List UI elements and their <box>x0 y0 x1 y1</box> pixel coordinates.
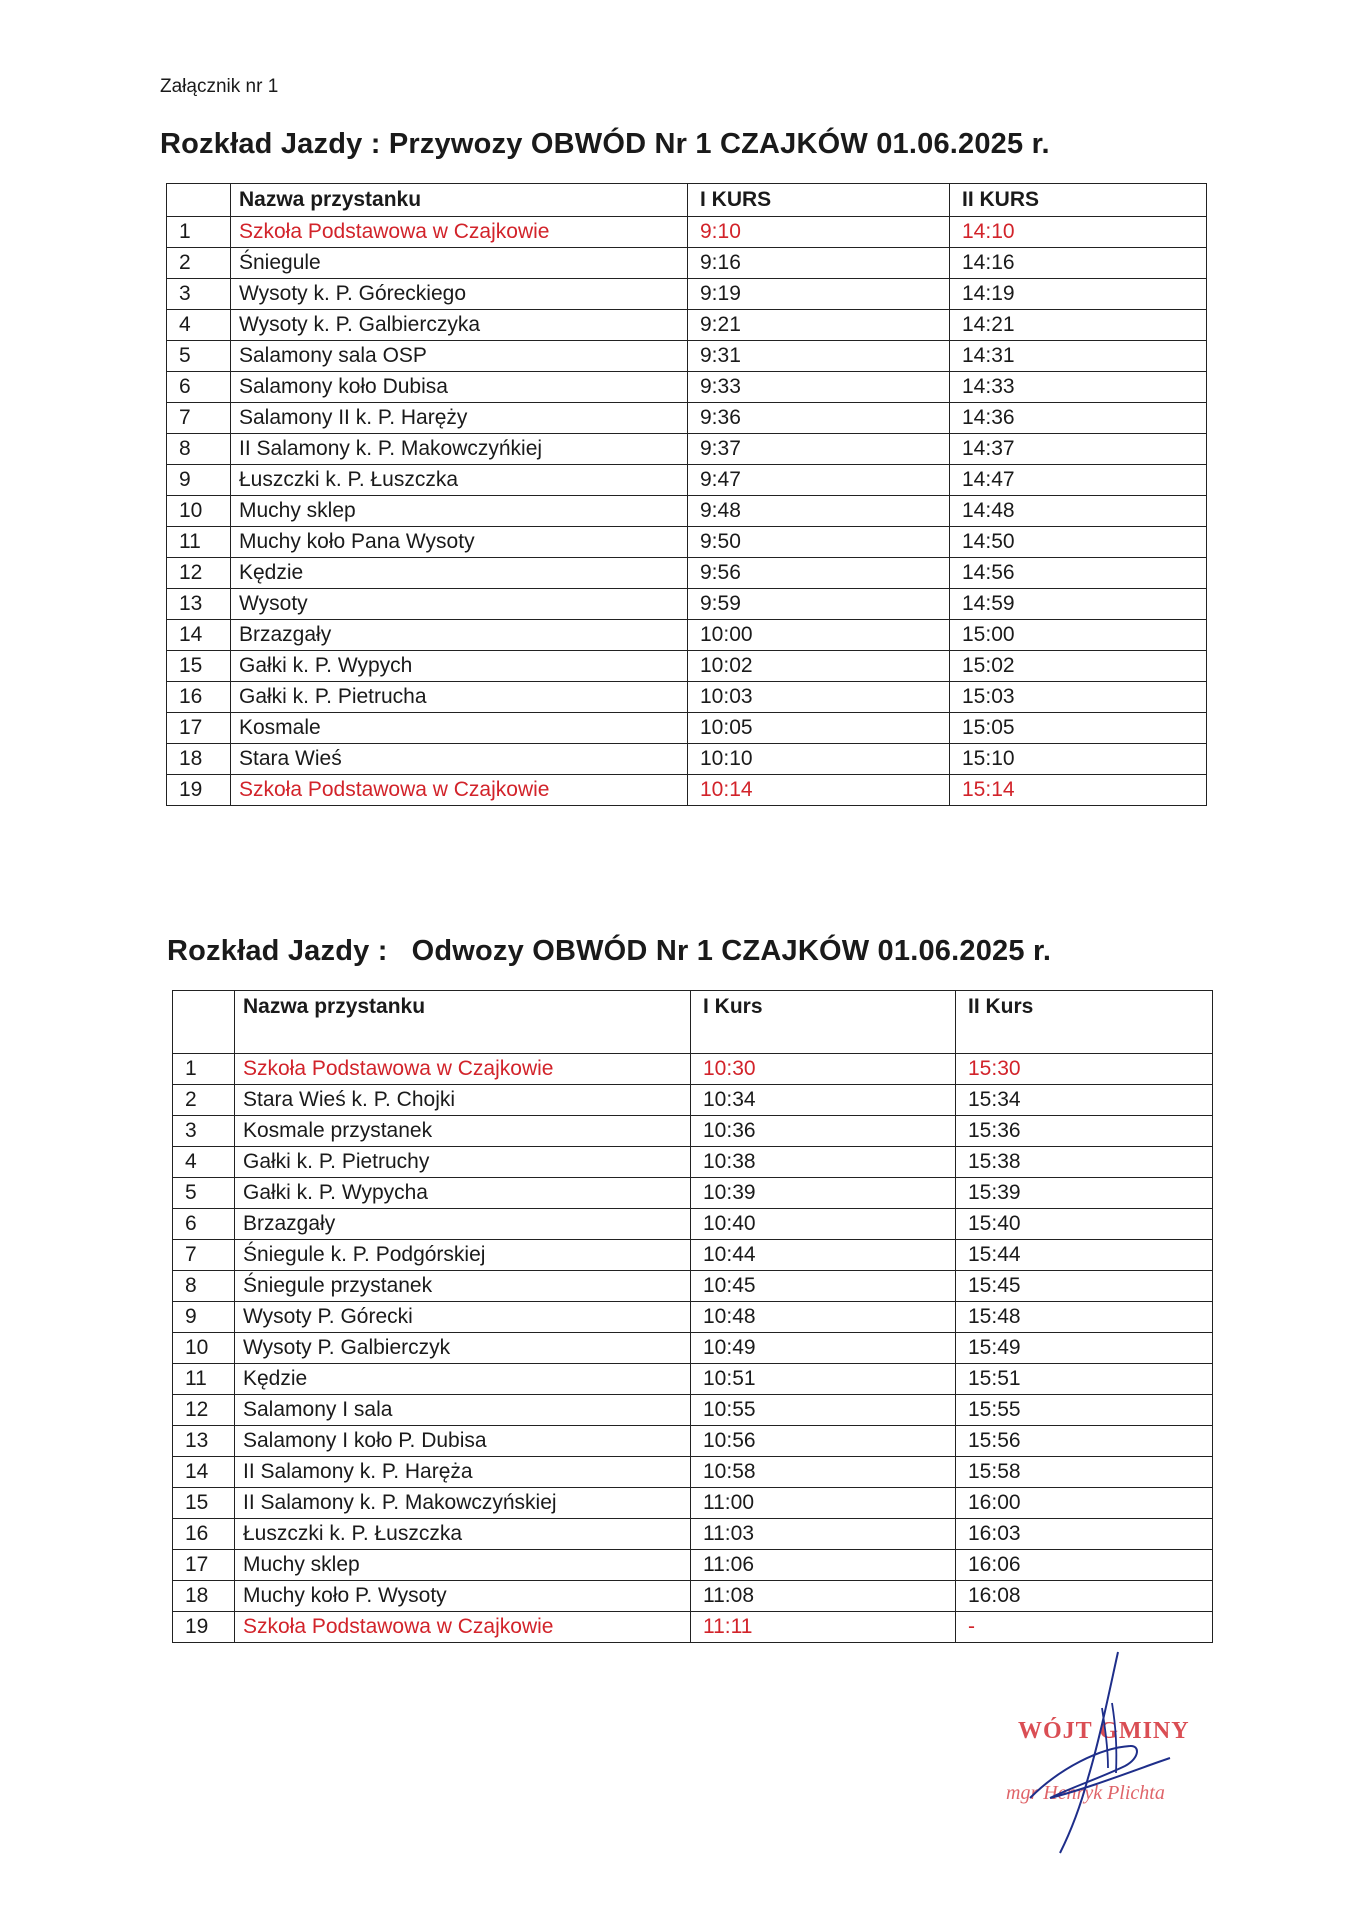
course-2-time: 15:45 <box>956 1271 1213 1302</box>
table-row <box>173 1333 1213 1364</box>
course-2-time: 16:00 <box>956 1488 1213 1519</box>
table-row <box>173 1581 1213 1612</box>
table-row <box>173 1519 1213 1550</box>
stop-name: Wysoty P. Galbierczyk <box>235 1333 691 1364</box>
course-1-time: 9:47 <box>688 465 950 496</box>
course-1-time: 11:06 <box>691 1550 956 1581</box>
table-row <box>167 682 1207 713</box>
course-1-time: 9:50 <box>688 527 950 558</box>
row-number: 3 <box>167 279 231 310</box>
row-number: 18 <box>167 744 231 775</box>
table-row <box>167 496 1207 527</box>
stop-name: Kosmale <box>231 713 688 744</box>
course-1-time: 10:30 <box>691 1054 956 1085</box>
course-2-time: - <box>956 1612 1213 1643</box>
timetable-odwozy <box>172 990 1213 1643</box>
schedule-title-odwozy <box>167 935 1051 968</box>
table-row <box>173 1550 1213 1581</box>
row-number: 7 <box>167 403 231 434</box>
course-2-time: 15:03 <box>950 682 1207 713</box>
stop-name: Muchy sklep <box>235 1550 691 1581</box>
course-1-time: 10:45 <box>691 1271 956 1302</box>
course-1-time: 10:10 <box>688 744 950 775</box>
stop-name: Szkoła Podstawowa w Czajkowie <box>231 775 688 806</box>
stop-name: Wysoty P. Górecki <box>235 1302 691 1333</box>
row-number: 6 <box>167 372 231 403</box>
course-2-time: 14:37 <box>950 434 1207 465</box>
header-course-2: II Kurs <box>956 991 1213 1054</box>
header-course-1: I KURS <box>688 184 950 217</box>
header-number <box>173 991 235 1054</box>
row-number: 10 <box>167 496 231 527</box>
table-row <box>173 1302 1213 1333</box>
course-2-time: 15:48 <box>956 1302 1213 1333</box>
course-1-time: 9:59 <box>688 589 950 620</box>
course-1-time: 10:05 <box>688 713 950 744</box>
stop-name: Śniegule k. P. Podgórskiej <box>235 1240 691 1271</box>
course-1-time: 10:56 <box>691 1426 956 1457</box>
table-row <box>167 713 1207 744</box>
course-1-time: 11:00 <box>691 1488 956 1519</box>
row-number: 17 <box>173 1550 235 1581</box>
stop-name: Szkoła Podstawowa w Czajkowie <box>235 1612 691 1643</box>
course-1-time: 10:48 <box>691 1302 956 1333</box>
row-number: 9 <box>167 465 231 496</box>
table-row <box>173 1426 1213 1457</box>
course-2-time: 15:58 <box>956 1457 1213 1488</box>
stop-name: Szkoła Podstawowa w Czajkowie <box>235 1054 691 1085</box>
course-1-time: 9:33 <box>688 372 950 403</box>
course-1-time: 10:44 <box>691 1240 956 1271</box>
stop-name: Salamony koło Dubisa <box>231 372 688 403</box>
course-1-time: 10:40 <box>691 1209 956 1240</box>
timetable-przywozy <box>166 183 1207 806</box>
stop-name: Brzazgały <box>235 1209 691 1240</box>
table-row <box>167 558 1207 589</box>
row-number: 2 <box>173 1085 235 1116</box>
stop-name: Salamony sala OSP <box>231 341 688 372</box>
table-row <box>167 620 1207 651</box>
table-row <box>173 1612 1213 1643</box>
row-number: 4 <box>167 310 231 341</box>
header-stop-name: Nazwa przystanku <box>231 184 688 217</box>
row-number: 11 <box>173 1364 235 1395</box>
row-number: 16 <box>167 682 231 713</box>
table-row <box>167 310 1207 341</box>
table-row <box>167 434 1207 465</box>
course-1-time: 11:03 <box>691 1519 956 1550</box>
course-1-time: 10:39 <box>691 1178 956 1209</box>
course-2-time: 15:39 <box>956 1178 1213 1209</box>
stop-name: II Salamony k. P. Haręża <box>235 1457 691 1488</box>
table-row <box>173 1147 1213 1178</box>
stop-name: Gałki k. P. Wypych <box>231 651 688 682</box>
stop-name: Łuszczki k. P. Łuszczka <box>231 465 688 496</box>
row-number: 14 <box>173 1457 235 1488</box>
course-1-time: 10:02 <box>688 651 950 682</box>
course-1-time: 10:58 <box>691 1457 956 1488</box>
stop-name: Gałki k. P. Pietruchy <box>235 1147 691 1178</box>
header-course-1: I Kurs <box>691 991 956 1054</box>
stop-name: Salamony II k. P. Harężу <box>231 403 688 434</box>
header-course-2: II KURS <box>950 184 1207 217</box>
table-row <box>167 341 1207 372</box>
course-1-time: 10:14 <box>688 775 950 806</box>
row-number: 18 <box>173 1581 235 1612</box>
stop-name: Gałki k. P. Pietrucha <box>231 682 688 713</box>
stop-name: Łuszczki k. P. Łuszczka <box>235 1519 691 1550</box>
row-number: 7 <box>173 1240 235 1271</box>
table-row <box>167 372 1207 403</box>
course-2-time: 15:00 <box>950 620 1207 651</box>
row-number: 1 <box>167 217 231 248</box>
table-row <box>173 1364 1213 1395</box>
row-number: 10 <box>173 1333 235 1364</box>
table-row <box>173 1209 1213 1240</box>
stop-name: Salamony I sala <box>235 1395 691 1426</box>
table-row <box>167 279 1207 310</box>
row-number: 2 <box>167 248 231 279</box>
row-number: 4 <box>173 1147 235 1178</box>
table-row <box>173 1488 1213 1519</box>
course-2-time: 14:48 <box>950 496 1207 527</box>
course-2-time: 14:21 <box>950 310 1207 341</box>
table-header-row <box>173 991 1213 1054</box>
row-number: 13 <box>167 589 231 620</box>
course-1-time: 10:38 <box>691 1147 956 1178</box>
stop-name: Śniegule przystanek <box>235 1271 691 1302</box>
course-2-time: 14:10 <box>950 217 1207 248</box>
course-2-time: 14:33 <box>950 372 1207 403</box>
table-row <box>173 1395 1213 1426</box>
stop-name: Kędzie <box>231 558 688 589</box>
row-number: 9 <box>173 1302 235 1333</box>
course-1-time: 9:19 <box>688 279 950 310</box>
course-1-time: 9:48 <box>688 496 950 527</box>
course-1-time: 11:08 <box>691 1581 956 1612</box>
course-2-time: 15:55 <box>956 1395 1213 1426</box>
row-number: 12 <box>173 1395 235 1426</box>
table-row <box>167 775 1207 806</box>
row-number: 1 <box>173 1054 235 1085</box>
course-1-time: 10:03 <box>688 682 950 713</box>
title-prefix: Rozkład Jazdy : <box>167 935 388 967</box>
row-number: 3 <box>173 1116 235 1147</box>
title-main: Przywozy OBWÓD Nr 1 CZAJKÓW 01.06.2025 r. <box>388 128 1050 160</box>
course-2-time: 15:38 <box>956 1147 1213 1178</box>
table-row <box>173 1054 1213 1085</box>
course-2-time: 15:56 <box>956 1426 1213 1457</box>
course-2-time: 14:36 <box>950 403 1207 434</box>
row-number: 19 <box>173 1612 235 1643</box>
table-row <box>167 248 1207 279</box>
schedule-title-przywozy <box>160 128 1050 161</box>
table-row <box>167 527 1207 558</box>
course-1-time: 9:16 <box>688 248 950 279</box>
row-number: 17 <box>167 713 231 744</box>
course-2-time: 14:59 <box>950 589 1207 620</box>
row-number: 11 <box>167 527 231 558</box>
course-1-time: 9:21 <box>688 310 950 341</box>
course-2-time: 14:56 <box>950 558 1207 589</box>
course-1-time: 9:31 <box>688 341 950 372</box>
timetable-odwozy-body <box>173 1054 1213 1643</box>
header-stop-name: Nazwa przystanku <box>235 991 691 1054</box>
annex-label: Załącznik nr 1 <box>160 76 279 97</box>
course-2-time: 15:30 <box>956 1054 1213 1085</box>
row-number: 5 <box>167 341 231 372</box>
table-row <box>167 465 1207 496</box>
row-number: 16 <box>173 1519 235 1550</box>
stop-name: Brzazgały <box>231 620 688 651</box>
row-number: 8 <box>173 1271 235 1302</box>
course-1-time: 11:11 <box>691 1612 956 1643</box>
course-2-time: 15:40 <box>956 1209 1213 1240</box>
stamp-title: WÓJT GMINY <box>1018 1718 1190 1744</box>
row-number: 5 <box>173 1178 235 1209</box>
stamp-name: mgr Henryk Plichta <box>1006 1782 1165 1804</box>
course-2-time: 14:31 <box>950 341 1207 372</box>
table-row <box>167 651 1207 682</box>
course-2-time: 15:44 <box>956 1240 1213 1271</box>
stop-name: Kosmale przystanek <box>235 1116 691 1147</box>
table-header-row <box>167 184 1207 217</box>
row-number: 15 <box>173 1488 235 1519</box>
header-number <box>167 184 231 217</box>
stop-name: II Salamony k. P. Makowczyńskiej <box>235 1488 691 1519</box>
course-1-time: 9:37 <box>688 434 950 465</box>
stop-name: Gałki k. P. Wypycha <box>235 1178 691 1209</box>
stop-name: Muchy sklep <box>231 496 688 527</box>
table-row <box>173 1178 1213 1209</box>
course-1-time: 9:10 <box>688 217 950 248</box>
table-row <box>167 217 1207 248</box>
course-2-time: 15:14 <box>950 775 1207 806</box>
stop-name: Wysoty k. P. Galbierczyka <box>231 310 688 341</box>
course-1-time: 10:49 <box>691 1333 956 1364</box>
course-2-time: 14:16 <box>950 248 1207 279</box>
table-row <box>167 744 1207 775</box>
table-row <box>167 589 1207 620</box>
course-2-time: 16:06 <box>956 1550 1213 1581</box>
stop-name: Wysoty k. P. Góreckiego <box>231 279 688 310</box>
course-1-time: 9:36 <box>688 403 950 434</box>
stop-name: Śniegule <box>231 248 688 279</box>
stop-name: Salamony I koło P. Dubisa <box>235 1426 691 1457</box>
stop-name: Kędzie <box>235 1364 691 1395</box>
course-1-time: 10:00 <box>688 620 950 651</box>
title-main: Odwozy OBWÓD Nr 1 CZAJKÓW 01.06.2025 r. <box>411 935 1052 967</box>
row-number: 19 <box>167 775 231 806</box>
table-row <box>173 1271 1213 1302</box>
table-row <box>173 1116 1213 1147</box>
course-1-time: 10:36 <box>691 1116 956 1147</box>
course-2-time: 14:19 <box>950 279 1207 310</box>
course-1-time: 10:55 <box>691 1395 956 1426</box>
timetable-przywozy-body <box>167 217 1207 806</box>
course-2-time: 16:03 <box>956 1519 1213 1550</box>
course-2-time: 15:10 <box>950 744 1207 775</box>
course-2-time: 14:47 <box>950 465 1207 496</box>
stop-name: Stara Wieś k. P. Chojki <box>235 1085 691 1116</box>
table-row <box>173 1085 1213 1116</box>
course-2-time: 15:36 <box>956 1116 1213 1147</box>
course-2-time: 14:50 <box>950 527 1207 558</box>
row-number: 6 <box>173 1209 235 1240</box>
table-row <box>167 403 1207 434</box>
title-prefix: Rozkład Jazdy : <box>160 128 381 160</box>
course-1-time: 10:51 <box>691 1364 956 1395</box>
course-2-time: 15:02 <box>950 651 1207 682</box>
stop-name: Szkoła Podstawowa w Czajkowie <box>231 217 688 248</box>
stop-name: Muchy koło P. Wysoty <box>235 1581 691 1612</box>
course-2-time: 16:08 <box>956 1581 1213 1612</box>
course-2-time: 15:05 <box>950 713 1207 744</box>
handwritten-signature <box>990 1648 1250 1858</box>
table-row <box>173 1240 1213 1271</box>
course-2-time: 15:51 <box>956 1364 1213 1395</box>
course-2-time: 15:49 <box>956 1333 1213 1364</box>
stop-name: II Salamony k. P. Makowczyńkiej <box>231 434 688 465</box>
row-number: 15 <box>167 651 231 682</box>
course-1-time: 9:56 <box>688 558 950 589</box>
stop-name: Muchy koło Pana Wysoty <box>231 527 688 558</box>
row-number: 13 <box>173 1426 235 1457</box>
stop-name: Stara Wieś <box>231 744 688 775</box>
table-row <box>173 1457 1213 1488</box>
row-number: 14 <box>167 620 231 651</box>
course-1-time: 10:34 <box>691 1085 956 1116</box>
stop-name: Wysoty <box>231 589 688 620</box>
row-number: 12 <box>167 558 231 589</box>
row-number: 8 <box>167 434 231 465</box>
course-2-time: 15:34 <box>956 1085 1213 1116</box>
